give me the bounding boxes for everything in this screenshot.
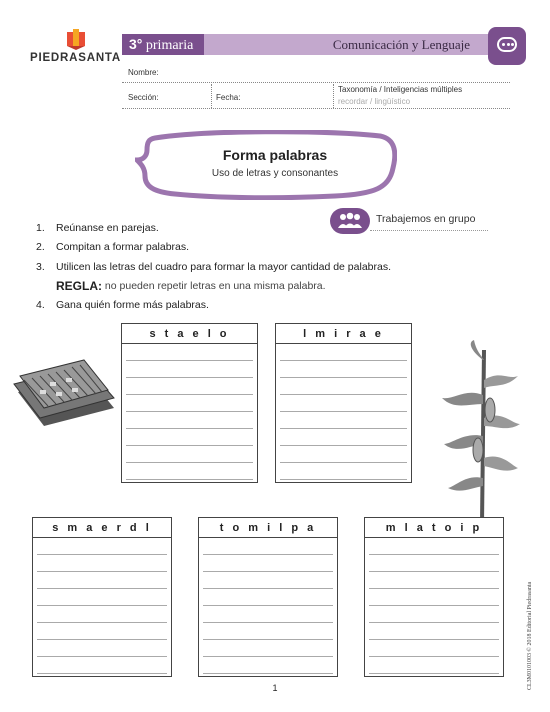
form-bottom-line — [122, 108, 510, 109]
date-label: Fecha: — [216, 93, 241, 102]
corn-plant-illustration — [440, 340, 522, 525]
answer-line[interactable] — [280, 429, 407, 446]
answer-line[interactable] — [203, 606, 333, 623]
answer-line[interactable] — [369, 538, 499, 555]
answer-line[interactable] — [369, 606, 499, 623]
answer-line[interactable] — [37, 589, 167, 606]
title-banner — [135, 130, 397, 200]
answer-line[interactable] — [369, 572, 499, 589]
answer-line[interactable] — [369, 640, 499, 657]
answer-line[interactable] — [126, 463, 253, 480]
brand-name: PIEDRASANTA — [30, 52, 122, 64]
answer-line[interactable] — [280, 446, 407, 463]
answer-line[interactable] — [126, 429, 253, 446]
answer-line[interactable] — [126, 344, 253, 361]
divider — [333, 84, 334, 108]
word-box-letters: m l a t o i p — [365, 518, 503, 538]
answer-line[interactable] — [126, 395, 253, 412]
copyright-text — [522, 550, 534, 690]
page-number: 1 — [272, 683, 278, 693]
answer-line[interactable] — [37, 555, 167, 572]
activity-title: Forma palabras — [222, 147, 328, 163]
answer-line[interactable] — [126, 446, 253, 463]
answer-line[interactable] — [203, 555, 333, 572]
answer-line[interactable] — [37, 538, 167, 555]
word-box — [364, 517, 504, 677]
instructions-list — [36, 219, 391, 315]
grade-number: 3° — [129, 36, 143, 52]
answer-line[interactable] — [280, 463, 407, 480]
taxonomy-sub: recordar / lingüístico — [338, 97, 411, 106]
divider — [211, 84, 212, 108]
answer-line[interactable] — [203, 538, 333, 555]
word-box-letters: t o m i l p a — [199, 518, 337, 538]
svg-text:CL3M0101003 © 2018 Editorial P: CL3M0101003 © 2018 Editorial Piedrasanta — [527, 581, 533, 690]
word-box-letters: s t a e l o — [122, 324, 257, 344]
instruction-item: 2. Compitan a formar palabras. — [36, 241, 190, 254]
answer-line[interactable] — [369, 657, 499, 674]
grade-badge — [122, 34, 204, 55]
instruction-item: 3. Utilicen las letras del cuadro para formar la mayor cantidad de palabras. — [36, 260, 392, 273]
answer-line[interactable] — [203, 623, 333, 640]
answer-line[interactable] — [37, 623, 167, 640]
group-work-label: Trabajemos en grupo — [376, 213, 476, 225]
taxonomy-label: Taxonomía / Inteligencias múltiples — [338, 85, 463, 94]
activity-subtitle: Uso de letras y consonantes — [211, 168, 339, 179]
word-box-letters: s m a e r d l — [33, 518, 171, 538]
word-box — [275, 323, 412, 483]
subject-title: Comunicación y Lenguaje — [204, 34, 496, 55]
chat-bubble-icon — [488, 27, 526, 65]
answer-line[interactable] — [203, 572, 333, 589]
answer-line[interactable] — [369, 555, 499, 572]
word-box — [32, 517, 172, 677]
answer-line[interactable] — [280, 395, 407, 412]
answer-line[interactable] — [280, 412, 407, 429]
answer-line[interactable] — [203, 657, 333, 674]
answer-line[interactable] — [280, 361, 407, 378]
name-label: Nombre: — [128, 68, 159, 77]
answer-line[interactable] — [126, 378, 253, 395]
answer-line[interactable] — [126, 361, 253, 378]
grade-label: primaria — [145, 38, 194, 53]
instruction-item: 1. Reúnanse en parejas. — [36, 222, 159, 234]
word-box-letters: l m i r a e — [276, 324, 411, 344]
section-label: Sección: — [128, 93, 159, 102]
answer-line[interactable] — [369, 623, 499, 640]
piedrasanta-logo-icon — [66, 28, 86, 50]
instruction-item: 4. Gana quién forme más palabras. — [36, 299, 209, 312]
word-box — [121, 323, 258, 483]
answer-line[interactable] — [203, 589, 333, 606]
answer-line[interactable] — [37, 657, 167, 674]
answer-line[interactable] — [280, 378, 407, 395]
rule-text: REGLA: no pueden repetir letras en una misma palabra. — [56, 278, 326, 293]
woven-fabric-illustration — [10, 350, 122, 430]
answer-line[interactable] — [369, 589, 499, 606]
name-field[interactable] — [122, 82, 510, 83]
answer-line[interactable] — [280, 344, 407, 361]
answer-line[interactable] — [37, 606, 167, 623]
answer-line[interactable] — [37, 572, 167, 589]
answer-line[interactable] — [37, 640, 167, 657]
word-box — [198, 517, 338, 677]
answer-line[interactable] — [203, 640, 333, 657]
answer-line[interactable] — [126, 412, 253, 429]
